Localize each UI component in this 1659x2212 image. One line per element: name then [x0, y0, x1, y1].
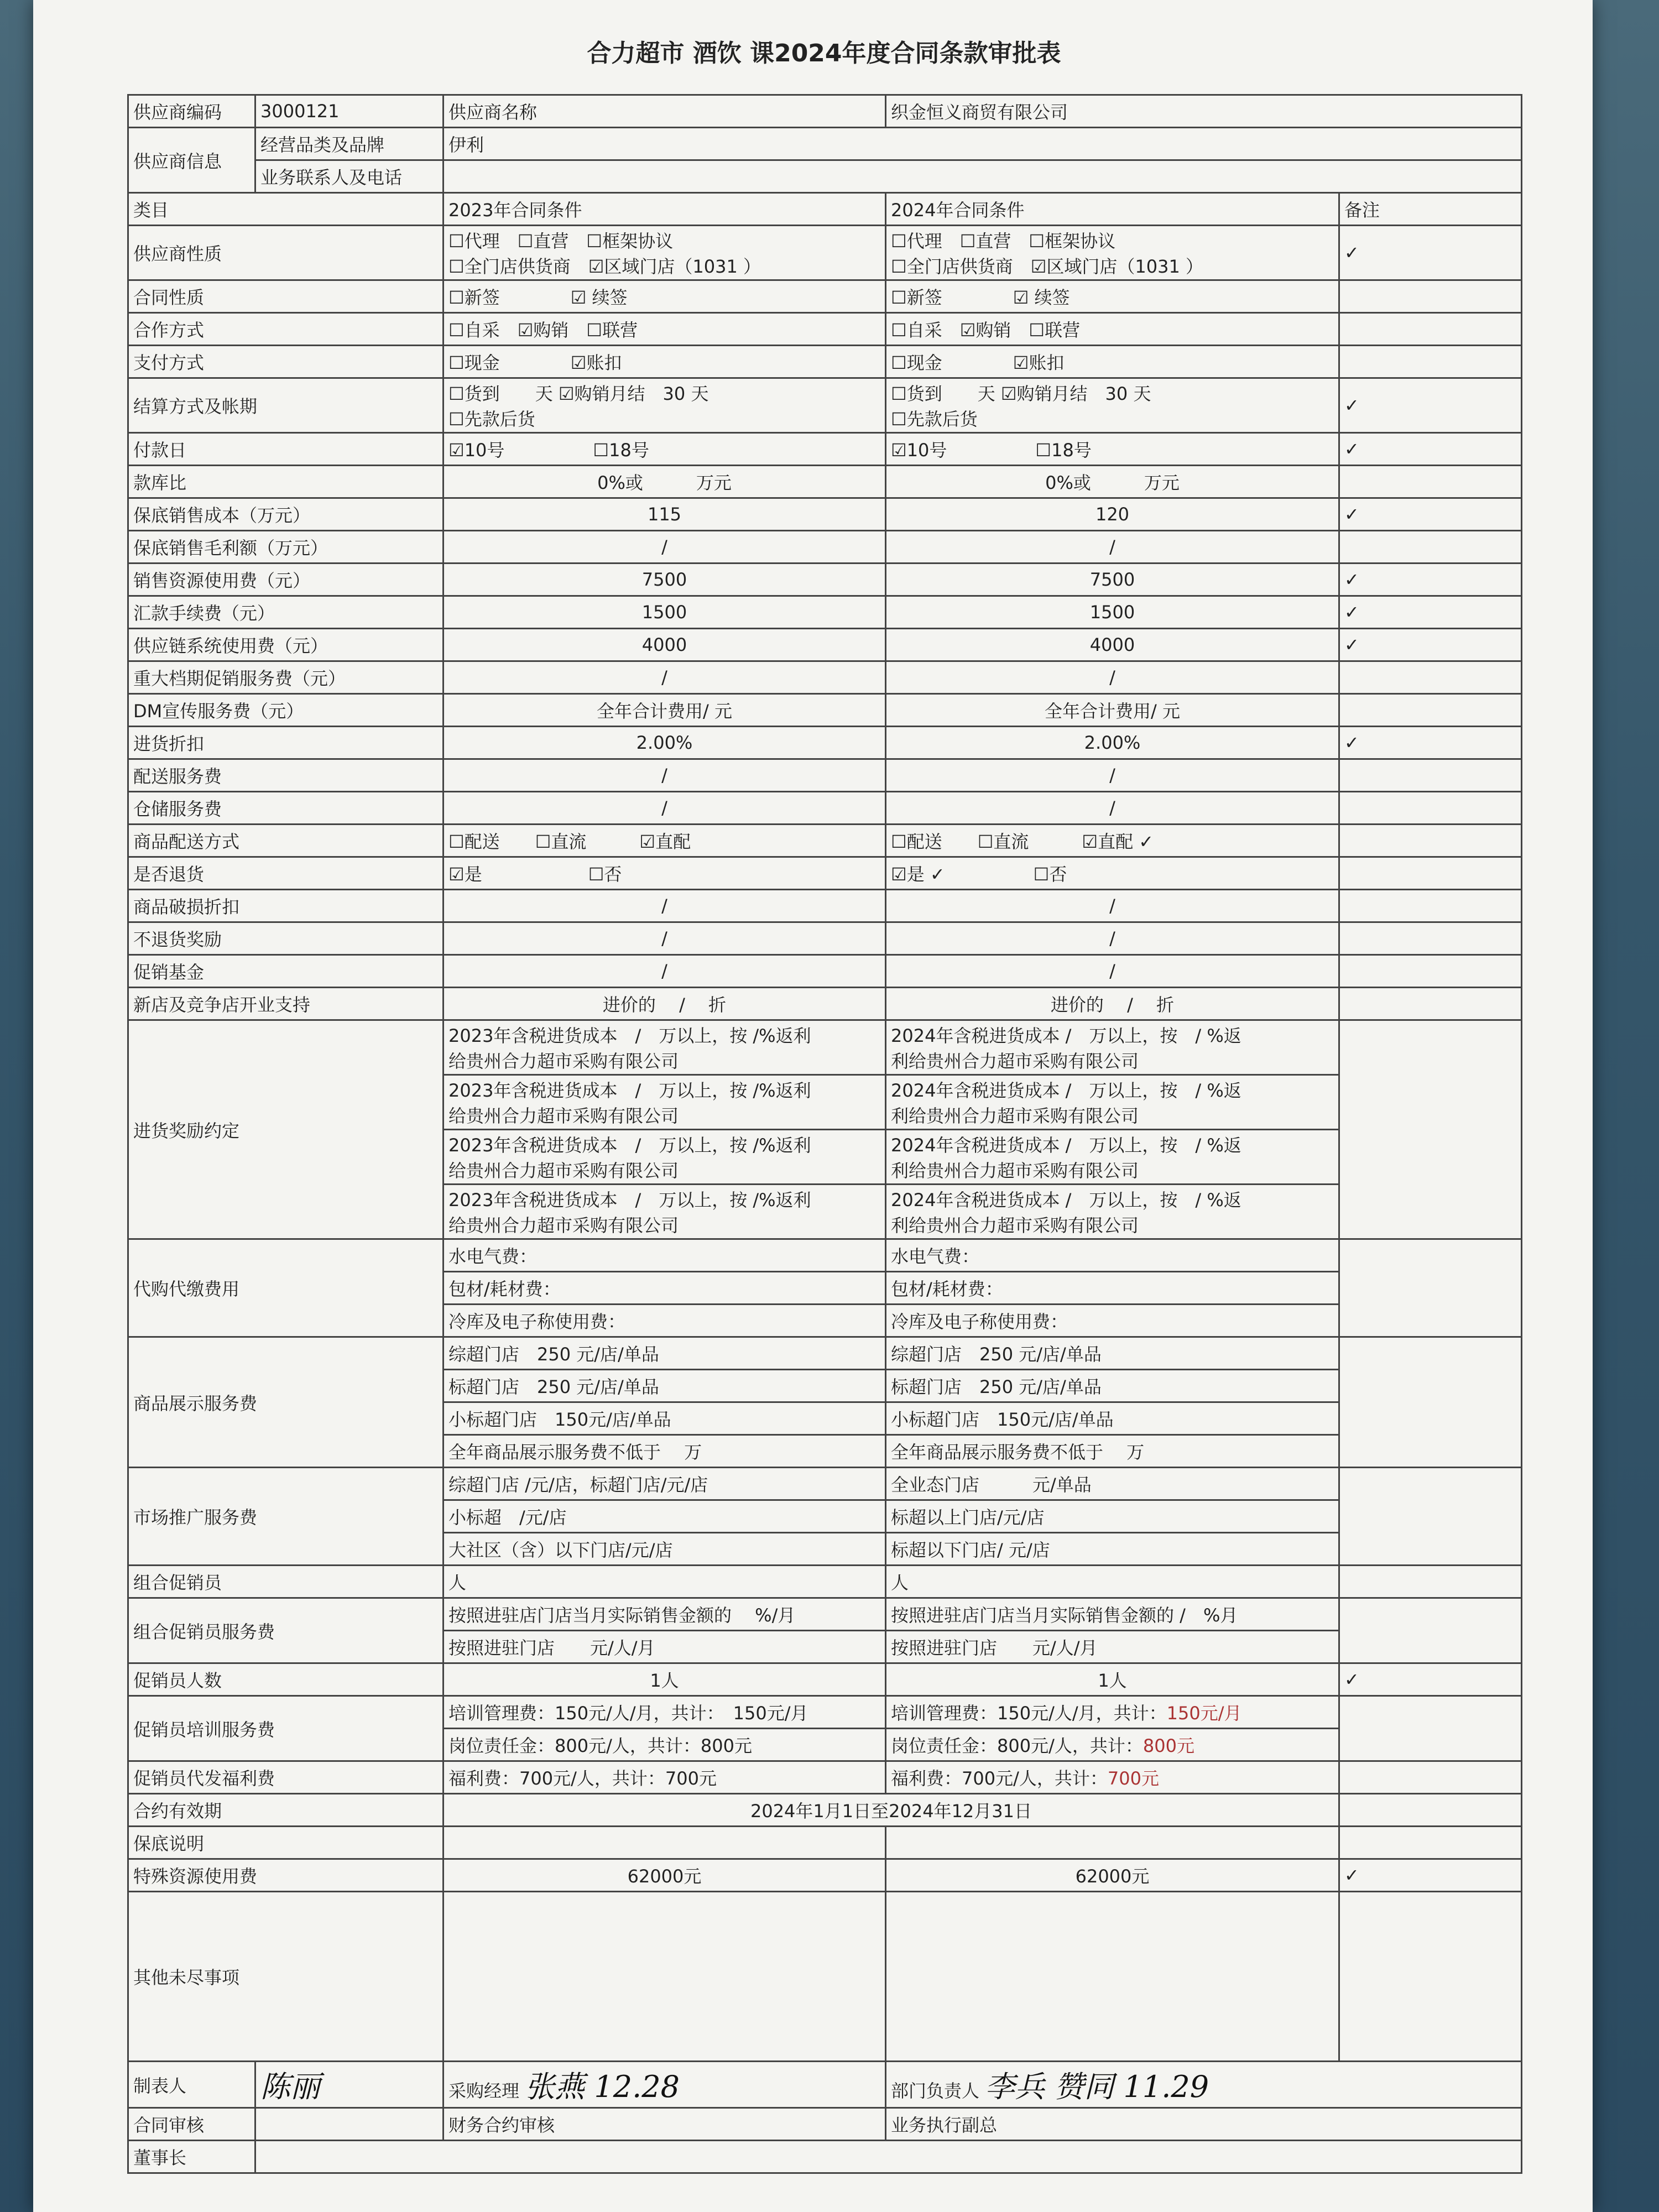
display-label: 商品展示服务费 [128, 1337, 444, 1468]
reward-2023-3-line2: 给贵州合力超市采购有限公司 [448, 1160, 679, 1181]
reward-2024-1-line1: 2024年含税进货成本 / 万以上，按 / %返 [891, 1025, 1241, 1046]
row-welfare [128, 1761, 1522, 1794]
minmargin-remark [1339, 531, 1522, 564]
nature-2023-line2: ☐全门店供货商 ☑区域门店（1031 ） [448, 256, 761, 277]
resource-2023: 7500 [444, 564, 886, 596]
reward-2024-3 [886, 1130, 1339, 1185]
coop-2023: ☐自采 ☑购销 ☐联营 [444, 313, 886, 346]
return-label: 是否退货 [128, 857, 444, 890]
row-storage [128, 792, 1522, 825]
nature-2024-line1: ☐代理 ☐直营 ☐框架协议 [891, 231, 1116, 252]
resource-remark: ✓ [1339, 564, 1522, 596]
training-2024-1-value: 150元/月 [1166, 1703, 1242, 1724]
supply-label: 供应链系统使用费（元） [128, 629, 444, 661]
display-2024-b: 标超门店 250 元/店/单品 [886, 1370, 1339, 1402]
reward-2023-4 [444, 1185, 886, 1239]
coop-2024: ☐自采 ☑购销 ☐联营 [886, 313, 1339, 346]
maker-label: 制表人 [128, 2062, 255, 2108]
display-2023-d: 全年商品展示服务费不低于 万 [444, 1435, 886, 1468]
market-label: 市场推广服务费 [128, 1468, 444, 1566]
delivery-2023: / [444, 759, 886, 792]
row-delivery [128, 759, 1522, 792]
return-2023: ☑是 ☐否 [444, 857, 886, 890]
row-pay [128, 346, 1522, 378]
noreturn-remark [1339, 922, 1522, 955]
supply-2024: 4000 [886, 629, 1339, 661]
paper-sheet [33, 0, 1593, 2212]
header-remark: 备注 [1339, 193, 1522, 226]
promoterfee-2023-1: 按照进驻店门店当月实际销售金额的 %/月 [444, 1598, 886, 1631]
fund-2023: / [444, 955, 886, 988]
guarantee-2023 [444, 1827, 886, 1859]
contact-value [444, 160, 1522, 193]
valid-value: 2024年1月1日至2024年12月31日 [444, 1794, 1339, 1827]
row-training-1 [128, 1696, 1522, 1729]
remit-label: 汇款手续费（元） [128, 596, 444, 629]
payday-label: 付款日 [128, 433, 444, 466]
row-remit [128, 596, 1522, 629]
storage-remark [1339, 792, 1522, 825]
row-valid [128, 1794, 1522, 1827]
mincost-2023: 115 [444, 498, 886, 531]
manager-label: 采购经理 [448, 2080, 520, 2101]
delivery-remark [1339, 759, 1522, 792]
dm-remark [1339, 694, 1522, 727]
display-remark [1339, 1337, 1522, 1468]
promoterfee-2024-2: 按照进驻门店 元/人/月 [886, 1631, 1339, 1663]
special-label: 特殊资源使用费 [128, 1859, 444, 1892]
agency-2023-c: 冷库及电子称使用费： [444, 1305, 886, 1337]
payday-2023: ☑10号 ☐18号 [444, 433, 886, 466]
pay-2024: ☐现金 ☑账扣 [886, 346, 1339, 378]
training-2024-1 [886, 1696, 1339, 1729]
stock-label: 款库比 [128, 466, 444, 498]
other-label: 其他未尽事项 [128, 1892, 444, 2062]
guarantee-2024 [886, 1827, 1339, 1859]
remit-2024: 1500 [886, 596, 1339, 629]
settle-2024-line1: ☐货到 天 ☑购销月结 30 天 [891, 383, 1151, 404]
row-promo [128, 661, 1522, 694]
dm-2023: 全年合计费用/ 元 [444, 694, 886, 727]
delivery-label: 配送服务费 [128, 759, 444, 792]
agency-2024-a: 水电气费： [886, 1239, 1339, 1272]
row-damage [128, 890, 1522, 922]
reward-2023-2-line2: 给贵州合力超市采购有限公司 [448, 1105, 679, 1126]
reward-2024-1 [886, 1020, 1339, 1075]
nature-remark: ✓ [1339, 226, 1522, 280]
row-discount [128, 727, 1522, 759]
training-remark [1339, 1696, 1522, 1761]
supply-remark: ✓ [1339, 629, 1522, 661]
row-guarantee [128, 1827, 1522, 1859]
remit-2023: 1500 [444, 596, 886, 629]
reward-2023-3-line1: 2023年含税进货成本 / 万以上，按 /%返利 [448, 1135, 811, 1156]
promoter-remark [1339, 1566, 1522, 1598]
market-2024-1: 全业态门店 元/单品 [886, 1468, 1339, 1500]
row-supplier-code [128, 95, 1522, 128]
nature-2023 [444, 226, 886, 280]
pay-2023: ☐现金 ☑账扣 [444, 346, 886, 378]
market-2024-2: 标超以上门店/元/店 [886, 1500, 1339, 1533]
reward-2024-2 [886, 1075, 1339, 1130]
settle-remark: ✓ [1339, 378, 1522, 433]
row-promoter [128, 1566, 1522, 1598]
form-title: 合力超市 酒饮 课2024年度合同条款审批表 [587, 39, 1061, 67]
promo-remark [1339, 661, 1522, 694]
reward-2023-1-line2: 给贵州合力超市采购有限公司 [448, 1051, 679, 1072]
row-sign-2 [128, 2108, 1522, 2141]
audit-label: 合同审核 [128, 2108, 255, 2141]
contract-label: 合同性质 [128, 280, 444, 313]
discount-2023: 2.00% [444, 727, 886, 759]
pay-remark [1339, 346, 1522, 378]
category-label: 经营品类及品牌 [255, 128, 444, 160]
nature-2024 [886, 226, 1339, 280]
welfare-2024-value: 700元 [1107, 1768, 1159, 1789]
welfare-2024-text: 福利费：700元/人，共计： [891, 1768, 1108, 1789]
reward-2023-2 [444, 1075, 886, 1130]
reward-2024-3-line1: 2024年含税进货成本 / 万以上，按 / %返 [891, 1135, 1241, 1156]
welfare-remark [1339, 1761, 1522, 1794]
count-remark: ✓ [1339, 1663, 1522, 1696]
other-2023 [444, 1892, 886, 2062]
noreturn-2023: / [444, 922, 886, 955]
training-2024-2-text: 岗位责任金：800元/人，共计： [891, 1735, 1143, 1756]
row-return [128, 857, 1522, 890]
agency-label: 代购代缴费用 [128, 1239, 444, 1337]
row-payday [128, 433, 1522, 466]
settle-label: 结算方式及帐期 [128, 378, 444, 433]
contract-2024: ☐新签 ☑ 续签 [886, 280, 1339, 313]
settle-2023-line1: ☐货到 天 ☑购销月结 30 天 [448, 383, 709, 404]
row-contract [128, 280, 1522, 313]
chair-value [255, 2141, 1522, 2173]
display-2024-a: 综超门店 250 元/店/单品 [886, 1337, 1339, 1370]
reward-2023-1 [444, 1020, 886, 1075]
training-2024-2 [886, 1729, 1339, 1761]
settle-2023 [444, 378, 886, 433]
damage-2024: / [886, 890, 1339, 922]
training-2024-2-value: 800元 [1142, 1735, 1194, 1756]
row-other [128, 1892, 1522, 2062]
audit-value [255, 2108, 444, 2141]
display-2023-c: 小标超门店 150元/店/单品 [444, 1402, 886, 1435]
row-dm [128, 694, 1522, 727]
reward-2023-3 [444, 1130, 886, 1185]
resource-label: 销售资源使用费（元） [128, 564, 444, 596]
count-2023: 1人 [444, 1663, 886, 1696]
method-2023: ☐配送 ☐直流 ☑直配 [444, 825, 886, 857]
special-remark: ✓ [1339, 1859, 1522, 1892]
guarantee-remark [1339, 1827, 1522, 1859]
promoter-2024: 人 [886, 1566, 1339, 1598]
minmargin-label: 保底销售毛利额（万元） [128, 531, 444, 564]
row-agency-1 [128, 1239, 1522, 1272]
payday-remark: ✓ [1339, 433, 1522, 466]
market-2023-2: 小标超 /元/店 [444, 1500, 886, 1533]
storage-2024: / [886, 792, 1339, 825]
newstore-remark [1339, 988, 1522, 1020]
reward-2023-2-line1: 2023年含税进货成本 / 万以上，按 /%返利 [448, 1080, 811, 1101]
dept-label: 部门负责人 [891, 2080, 980, 2101]
contract-2023: ☐新签 ☑ 续签 [444, 280, 886, 313]
market-2024-3: 标超以下门店/ 元/店 [886, 1533, 1339, 1566]
newstore-2023: 进价的 / 折 [444, 988, 886, 1020]
settle-2024-line2: ☐先款后货 [891, 409, 978, 430]
row-market-1 [128, 1468, 1522, 1500]
agency-2024-b: 包材/耗材费： [886, 1272, 1339, 1305]
row-mincost [128, 498, 1522, 531]
supplier-info-label: 供应商信息 [128, 128, 255, 193]
agency-2024-c: 冷库及电子称使用费： [886, 1305, 1339, 1337]
reward-2024-3-line2: 利给贵州合力超市采购有限公司 [891, 1160, 1139, 1181]
coop-remark [1339, 313, 1522, 346]
row-header [128, 193, 1522, 226]
row-sign-3 [128, 2141, 1522, 2173]
row-stock [128, 466, 1522, 498]
reward-2024-2-line2: 利给贵州合力超市采购有限公司 [891, 1105, 1139, 1126]
special-2024: 62000元 [886, 1859, 1339, 1892]
supplier-code-label: 供应商编码 [128, 95, 255, 128]
nature-label: 供应商性质 [128, 226, 444, 280]
promoterfee-2024-1: 按照进驻店门店当月实际销售金额的 / %月 [886, 1598, 1339, 1631]
fund-label: 促销基金 [128, 955, 444, 988]
noreturn-label: 不退货奖励 [128, 922, 444, 955]
market-2023-1: 综超门店 /元/店，标超门店/元/店 [444, 1468, 886, 1500]
promo-label: 重大档期促销服务费（元） [128, 661, 444, 694]
welfare-2023: 福利费：700元/人，共计：700元 [444, 1761, 886, 1794]
training-label: 促销员培训服务费 [128, 1696, 444, 1761]
count-label: 促销员人数 [128, 1663, 444, 1696]
storage-label: 仓储服务费 [128, 792, 444, 825]
damage-label: 商品破损折扣 [128, 890, 444, 922]
header-2024: 2024年合同条件 [886, 193, 1339, 226]
row-contact [128, 160, 1522, 193]
category-value: 伊利 [444, 128, 1522, 160]
training-2023-2: 岗位责任金：800元/人，共计：800元 [444, 1729, 886, 1761]
agency-2023-b: 包材/耗材费： [444, 1272, 886, 1305]
minmargin-2024: / [886, 531, 1339, 564]
dm-label: DM宣传服务费（元） [128, 694, 444, 727]
welfare-2024 [886, 1761, 1339, 1794]
training-2024-1-text: 培训管理费：150元/人/月，共计： [891, 1703, 1167, 1724]
newstore-2024: 进价的 / 折 [886, 988, 1339, 1020]
training-2023-1: 培训管理费：150元/人/月，共计： 150元/月 [444, 1696, 886, 1729]
market-remark [1339, 1468, 1522, 1566]
promoter-2023: 人 [444, 1566, 886, 1598]
row-resource [128, 564, 1522, 596]
method-remark [1339, 825, 1522, 857]
header-2023: 2023年合同条件 [444, 193, 886, 226]
row-display-1 [128, 1337, 1522, 1370]
reward-2023-4-line2: 给贵州合力超市采购有限公司 [448, 1215, 679, 1236]
manager-cell [444, 2062, 886, 2108]
noreturn-2024: / [886, 922, 1339, 955]
reward-2024-4 [886, 1185, 1339, 1239]
promoterfee-remark [1339, 1598, 1522, 1663]
row-newstore [128, 988, 1522, 1020]
storage-2023: / [444, 792, 886, 825]
method-2024: ☐配送 ☐直流 ☑直配 ✓ [886, 825, 1339, 857]
dept-cell [886, 2062, 1522, 2108]
other-remark [1339, 1892, 1522, 2062]
display-2024-d: 全年商品展示服务费不低于 万 [886, 1435, 1339, 1468]
supplier-name: 织金恒义商贸有限公司 [886, 95, 1522, 128]
row-supplier-info [128, 128, 1522, 160]
supplier-name-label: 供应商名称 [444, 95, 886, 128]
approval-form [127, 11, 1521, 2179]
promo-2023: / [444, 661, 886, 694]
discount-2024: 2.00% [886, 727, 1339, 759]
contract-remark [1339, 280, 1522, 313]
row-settle [128, 378, 1522, 433]
reward-2023-4-line1: 2023年含税进货成本 / 万以上，按 /%返利 [448, 1190, 811, 1211]
valid-remark [1339, 1794, 1522, 1827]
maker-signature-cell [255, 2062, 444, 2108]
promo-2024: / [886, 661, 1339, 694]
row-reward-1 [128, 1020, 1522, 1075]
contact-label: 业务联系人及电话 [255, 160, 444, 193]
coop-label: 合作方式 [128, 313, 444, 346]
discount-label: 进货折扣 [128, 727, 444, 759]
damage-remark [1339, 890, 1522, 922]
reward-2024-4-line2: 利给贵州合力超市采购有限公司 [891, 1215, 1139, 1236]
newstore-label: 新店及竞争店开业支持 [128, 988, 444, 1020]
resource-2024: 7500 [886, 564, 1339, 596]
supplier-code: 3000121 [255, 95, 444, 128]
manager-signature: 张燕 12.28 [525, 2069, 680, 2104]
damage-2023: / [444, 890, 886, 922]
mincost-remark: ✓ [1339, 498, 1522, 531]
special-2023: 62000元 [444, 1859, 886, 1892]
reward-2023-1-line1: 2023年含税进货成本 / 万以上，按 /%返利 [448, 1025, 811, 1046]
row-count [128, 1663, 1522, 1696]
row-nature [128, 226, 1522, 280]
promoterfee-label: 组合促销员服务费 [128, 1598, 444, 1663]
stock-remark [1339, 466, 1522, 498]
display-2023-a: 综超门店 250 元/店/单品 [444, 1337, 886, 1370]
stock-2024: 0%或 万元 [886, 466, 1339, 498]
stock-2023: 0%或 万元 [444, 466, 886, 498]
minmargin-2023: / [444, 531, 886, 564]
reward-2024-1-line2: 利给贵州合力超市采购有限公司 [891, 1051, 1139, 1072]
reward-remark [1339, 1020, 1522, 1239]
supply-2023: 4000 [444, 629, 886, 661]
row-sign-1 [128, 2062, 1522, 2108]
method-label: 商品配送方式 [128, 825, 444, 857]
display-2024-c: 小标超门店 150元/店/单品 [886, 1402, 1339, 1435]
promoterfee-2023-2: 按照进驻门店 元/人/月 [444, 1631, 886, 1663]
other-2024 [886, 1892, 1339, 2062]
approval-table [127, 94, 1522, 2174]
finance-label: 财务合约审核 [444, 2108, 886, 2141]
payday-2024: ☑10号 ☐18号 [886, 433, 1339, 466]
dm-2024: 全年合计费用/ 元 [886, 694, 1339, 727]
guarantee-label: 保底说明 [128, 1827, 444, 1859]
market-2023-3: 大社区（含）以下门店/元/店 [444, 1533, 886, 1566]
remit-remark: ✓ [1339, 596, 1522, 629]
row-method [128, 825, 1522, 857]
row-promoterfee-1 [128, 1598, 1522, 1631]
settle-2023-line2: ☐先款后货 [448, 409, 535, 430]
delivery-2024: / [886, 759, 1339, 792]
reward-label: 进货奖励约定 [128, 1020, 444, 1239]
return-remark [1339, 857, 1522, 890]
maker-signature: 陈丽 [260, 2069, 320, 2104]
row-coop [128, 313, 1522, 346]
welfare-label: 促销员代发福利费 [128, 1761, 444, 1794]
mincost-2024: 120 [886, 498, 1339, 531]
agency-2023-a: 水电气费： [444, 1239, 886, 1272]
reward-2024-4-line1: 2024年含税进货成本 / 万以上，按 / %返 [891, 1190, 1241, 1211]
fund-2024: / [886, 955, 1339, 988]
discount-remark: ✓ [1339, 727, 1522, 759]
display-2023-b: 标超门店 250 元/店/单品 [444, 1370, 886, 1402]
row-supply [128, 629, 1522, 661]
count-2024: 1人 [886, 1663, 1339, 1696]
row-noreturn [128, 922, 1522, 955]
nature-2023-line1: ☐代理 ☐直营 ☐框架协议 [448, 231, 674, 252]
fund-remark [1339, 955, 1522, 988]
dept-signature: 李兵 赞同 11.29 [985, 2069, 1209, 2104]
settle-2024 [886, 378, 1339, 433]
row-fund [128, 955, 1522, 988]
chair-label: 董事长 [128, 2141, 255, 2173]
valid-label: 合约有效期 [128, 1794, 444, 1827]
row-special [128, 1859, 1522, 1892]
nature-2024-line2: ☐全门店供货商 ☑区域门店（1031 ） [891, 256, 1203, 277]
header-item: 类目 [128, 193, 444, 226]
reward-2024-2-line1: 2024年含税进货成本 / 万以上，按 / %返 [891, 1080, 1241, 1101]
agency-remark [1339, 1239, 1522, 1337]
row-minmargin [128, 531, 1522, 564]
mincost-label: 保底销售成本（万元） [128, 498, 444, 531]
promoter-label: 组合促销员 [128, 1566, 444, 1598]
vp-label: 业务执行副总 [886, 2108, 1522, 2141]
return-2024: ☑是 ✓ ☐否 [886, 857, 1339, 890]
pay-label: 支付方式 [128, 346, 444, 378]
